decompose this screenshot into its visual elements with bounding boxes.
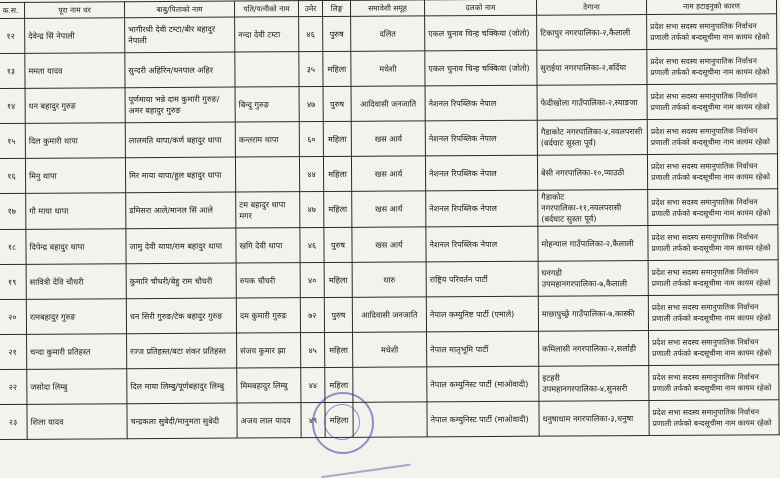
cell-gender: महिला xyxy=(323,156,351,191)
cell-address: टिकापुर नगरपालिका-२,कैलाली xyxy=(537,15,647,51)
cell-name: चन्दा कुमारी प्रतिहस्त xyxy=(27,334,127,370)
cell-address: गैडाकोट नगरपालिका-११,नवलपरासी (बर्दघाट सुस्ता पूर्व) xyxy=(538,190,648,227)
cell-sn: १५ xyxy=(0,123,25,158)
header-age: उमेर xyxy=(298,1,322,17)
cell-sn: १७ xyxy=(0,193,26,229)
table-row xyxy=(0,260,778,300)
cell-parents: चन्द्रकला सुबेदी/मानुमता सुबेदी xyxy=(127,403,237,439)
table-row xyxy=(0,154,778,194)
cell-name: शिला यादव xyxy=(27,404,127,440)
cell-party: नेशनल रिपब्लिक नेपाल xyxy=(426,226,538,262)
cell-reason: प्रदेश सभा सदस्य समानुपातिक निर्वाचन प्रणाली तर्फको बन्दसूचीमा नाम कायम रहेको xyxy=(648,189,778,226)
cell-spouse: दम कुमारी गुरुङ xyxy=(236,298,300,333)
cell-gender: पुरुष xyxy=(324,297,352,332)
cell-party: एकल चुनाव चिन्ह चक्किया (जोतो) xyxy=(425,15,537,51)
cell-group: मधेशी xyxy=(353,332,427,367)
table-row xyxy=(0,330,779,370)
cell-address: फेदीखोला गाउँपालिका-२,स्याङजा xyxy=(537,85,647,121)
cell-age: ४६ xyxy=(299,17,323,52)
cell-sn: १४ xyxy=(0,88,25,123)
cell-name: सावित्री देवि चौधरी xyxy=(26,264,126,300)
cell-reason: प्रदेश सभा सदस्य समानुपातिक निर्वाचन प्रणाली तर्फको बन्दसूचीमा नाम कायम रहेको xyxy=(648,260,778,296)
cell-name: दिपेन्द्र बहादुर थापा xyxy=(26,229,126,265)
cell-sn: १६ xyxy=(0,158,26,193)
cell-party: नेशनल रिपब्लिक नेपाल xyxy=(425,85,537,121)
cell-address: बेसी नगरपालिका-१०,प्याउठी xyxy=(537,155,647,191)
cell-address: माछापुच्छ्रे गाउँपालिका-७,कास्की xyxy=(538,296,648,332)
seal-emblem xyxy=(324,404,360,440)
cell-address: घनगढी उपमहानगरपालिका-७,कैलाली xyxy=(538,261,648,297)
cell-address: गैडाकोट नगरपालिका-४,नवलपरासी (बर्दघाट सुस्ता पूर्व) xyxy=(537,120,647,156)
header-sn: क.स. xyxy=(0,2,25,18)
cell-spouse: रुपक चौधरी xyxy=(236,263,300,298)
cell-group: खस आर्य xyxy=(351,121,425,156)
cell-party: नेपाल मातृभूमि पार्टी xyxy=(427,331,539,367)
cell-reason: प्रदेश सभा सदस्य समानुपातिक निर्वाचन प्रणाली तर्फको बन्दसूचीमा नाम कायम रहेको xyxy=(647,119,777,155)
cell-parents: डमिसरा आले/मानल सिं आले xyxy=(126,192,236,229)
cell-name: जसोदा लिम्बु xyxy=(27,369,127,405)
cell-reason: प्रदेश सभा सदस्य समानुपातिक निर्वाचन प्रणाली तर्फको बन्दसूचीमा नाम कायम रहेको xyxy=(649,365,779,401)
cell-address: सुराईया नगरपालिका-२,बर्दिया xyxy=(537,50,647,86)
table-row xyxy=(0,49,777,89)
cell-name: देवेन्द्र सिं नेपाली xyxy=(25,18,125,54)
cell-gender: महिला xyxy=(325,332,353,367)
cell-age: ४४ xyxy=(301,367,325,402)
table-row xyxy=(0,84,777,124)
cell-gender: पुरुष xyxy=(324,227,352,262)
cell-sn: २० xyxy=(0,299,27,334)
cell-sn: १३ xyxy=(0,53,25,88)
cell-age: ४४ xyxy=(299,157,323,192)
official-seal-stamp xyxy=(312,392,374,454)
cell-name: दिल कुमारी थापा xyxy=(25,123,125,159)
cell-parents: धन सिरी गुरुङ/टेक बहादुर गुरुङ xyxy=(126,298,236,334)
cell-spouse: अजय लाल यादव xyxy=(237,403,301,438)
cell-age: ३५ xyxy=(299,52,323,87)
cell-spouse xyxy=(235,157,299,192)
cell-age: ४५ xyxy=(301,332,325,367)
cell-group: खस आर्य xyxy=(352,191,426,227)
cell-sn: २३ xyxy=(0,404,27,439)
cell-name: रत्नबहादुर गुरुङ xyxy=(26,299,126,335)
cell-reason: प्रदेश सभा सदस्य समानुपातिक निर्वाचन प्रणाली तर्फको बन्दसूचीमा नाम कायम रहेको xyxy=(649,330,779,366)
cell-parents: लालमति थापा/कर्ण बहादुर थापा xyxy=(125,122,235,158)
cell-age: ४९ xyxy=(301,402,325,437)
cell-group: आदिवासी जनजाति xyxy=(351,86,425,121)
cell-gender: महिला xyxy=(324,191,352,227)
cell-spouse: नन्दा देवी टम्टा xyxy=(235,17,299,52)
cell-reason: प्रदेश सभा सदस्य समानुपातिक निर्वाचन प्रणाली तर्फको बन्दसूचीमा नाम कायम रहेको xyxy=(647,84,777,120)
cell-reason: प्रदेश सभा सदस्य समानुपातिक निर्वाचन प्रणाली तर्फको बन्दसूचीमा नाम कायम रहेको xyxy=(647,14,777,50)
cell-age: ६० xyxy=(299,122,323,157)
cell-group: मधेशी xyxy=(351,51,425,86)
cell-name: मिनु थापा xyxy=(25,158,125,194)
header-spouse: पति/पत्नीको नाम xyxy=(234,1,298,17)
table-body xyxy=(0,14,779,440)
header-reason: नाम हटाइनुको कारण xyxy=(646,0,776,15)
cell-party: नेपाल कम्युनिष्ट पार्टी (एमाले) xyxy=(426,296,538,332)
cell-reason: प्रदेश सभा सदस्य समानुपातिक निर्वाचन प्रणाली तर्फको बन्दसूचीमा नाम कायम रहेको xyxy=(648,225,778,261)
cell-address: धनुषाधाम नगरपालिका-३,धनुषा xyxy=(539,401,649,437)
table-row xyxy=(0,189,778,230)
table-row xyxy=(0,295,779,335)
cell-gender: पुरुष xyxy=(323,86,351,121)
cell-parents: मिर माया थापा/हुल बहादुर थापा xyxy=(125,157,235,193)
cell-spouse: मिमबहादुर लिम्बु xyxy=(237,368,301,403)
cell-address: मोहन्याल गाउँपालिका-२,कैलाली xyxy=(538,226,648,262)
cell-parents: सुन्दरी अहिरिन/धनपाल अहिर xyxy=(125,52,235,88)
cell-gender: महिला xyxy=(323,51,351,86)
cell-reason: प्रदेश सभा सदस्य समानुपातिक निर्वाचन प्रणाली तर्फको बन्दसूचीमा नाम कायम रहेको xyxy=(647,49,777,85)
cell-address: इटहरी उपमहानगरपालिका-४,सुनसरी xyxy=(539,366,649,402)
cell-parents: जामु देवी थापा/राम बहादुर थापा xyxy=(126,228,236,264)
cell-spouse: कन्तराम थापा xyxy=(235,122,299,157)
cell-group: आदिवासी जनजाति xyxy=(352,297,426,332)
cell-age: ७२ xyxy=(300,298,324,333)
cell-spouse: खगि देवी थापा xyxy=(236,228,300,263)
cell-parents: पूर्णमाया भन्ने दाम कुमारी गुरुङ/अमर बहादुर गुरुङ xyxy=(125,87,235,123)
table-row xyxy=(0,14,777,54)
cell-party: नेशनल रिपब्लिक नेपाल xyxy=(425,120,537,156)
cell-group xyxy=(353,367,427,402)
cell-parents: कुमारि चौधरी/बेहु राम चौधरी xyxy=(126,263,236,299)
cell-gender: महिला xyxy=(325,367,353,402)
header-name: पूरा नाम थर xyxy=(25,2,125,19)
cell-reason: प्रदेश सभा सदस्य समानुपातिक निर्वाचन प्रणाली तर्फको बन्दसूचीमा नाम कायम रहेको xyxy=(649,400,779,436)
cell-reason: प्रदेश सभा सदस्य समानुपातिक निर्वाचन प्रणाली तर्फको बन्दसूचीमा नाम कायम रहेको xyxy=(648,295,778,331)
cell-spouse: संजय कुमार झा xyxy=(237,333,301,368)
header-parents: बाबु/पिताको नाम xyxy=(125,1,235,18)
cell-parents: भागीरथी देवी टम्टा/बीर बहादुर नेपाली xyxy=(125,17,235,53)
cell-age: ४७ xyxy=(300,192,324,228)
cell-sn: २२ xyxy=(0,369,27,404)
cell-age: ४० xyxy=(300,263,324,298)
cell-party: नेशनल रिपब्लिक नेपाल xyxy=(426,190,538,227)
cell-sn: २१ xyxy=(0,334,27,369)
cell-gender: महिला xyxy=(323,121,351,156)
table-row xyxy=(0,400,779,440)
cell-name: धन बहादुर गुरुङ xyxy=(25,88,125,124)
cell-party: नेशनल रिपब्लिक नेपाल xyxy=(425,155,537,191)
cell-age: ४६ xyxy=(300,228,324,263)
cell-group: खस आर्य xyxy=(351,156,425,191)
cell-group: दलित xyxy=(351,16,425,51)
table-row xyxy=(0,225,778,265)
cell-gender: महिला xyxy=(324,262,352,297)
cell-gender: पुरुष xyxy=(323,16,351,51)
cell-party: राष्ट्रिय परिवर्तन पार्टी xyxy=(426,261,538,297)
cell-party: एकल चुनाव चिन्ह चक्किया (जोतो) xyxy=(425,50,537,86)
cell-parents: रज्ज प्रतिहस्त/बटा शंकर प्रतिहस्त xyxy=(127,333,237,369)
cell-group: थारु xyxy=(352,262,426,297)
cell-parents: दिल माया लिम्बु/पूर्णबहादुर लिम्बु xyxy=(127,368,237,404)
cell-name: गौ माया थापा xyxy=(26,193,126,230)
cell-sn: १८ xyxy=(0,229,26,264)
header-address: ठेगाना xyxy=(536,0,646,15)
cell-sn: १९ xyxy=(0,264,26,299)
cell-group: खस आर्य xyxy=(352,227,426,262)
cell-name: ममता यादव xyxy=(25,53,125,89)
cell-spouse: टम बहादुर थापा मगर xyxy=(236,192,300,228)
table-row xyxy=(0,365,779,405)
table-row xyxy=(0,119,777,159)
header-gender: लिङ्ग xyxy=(322,0,350,16)
cell-age: ४७ xyxy=(299,87,323,122)
cell-gender: महिला xyxy=(325,402,353,437)
cell-spouse: बिन्दु गुरुङ xyxy=(235,87,299,122)
cell-party: नेपाल कम्युनिस्ट पार्टी (माओवादी) xyxy=(427,401,539,437)
cell-address: कमिलासी नगरपालिका-२,सर्लाही xyxy=(539,331,649,367)
header-group: समावेशी समूह xyxy=(350,0,424,16)
cell-reason: प्रदेश सभा सदस्य समानुपातिक निर्वाचन प्रणाली तर्फको बन्दसूचीमा नाम कायम रहेको xyxy=(647,154,777,190)
cell-spouse xyxy=(235,52,299,87)
cell-sn: १२ xyxy=(0,18,25,53)
header-party: दलको नाम xyxy=(424,0,536,16)
cell-party: नेपाल कम्युनिस्ट पार्टी (माओवादी) xyxy=(427,366,539,402)
